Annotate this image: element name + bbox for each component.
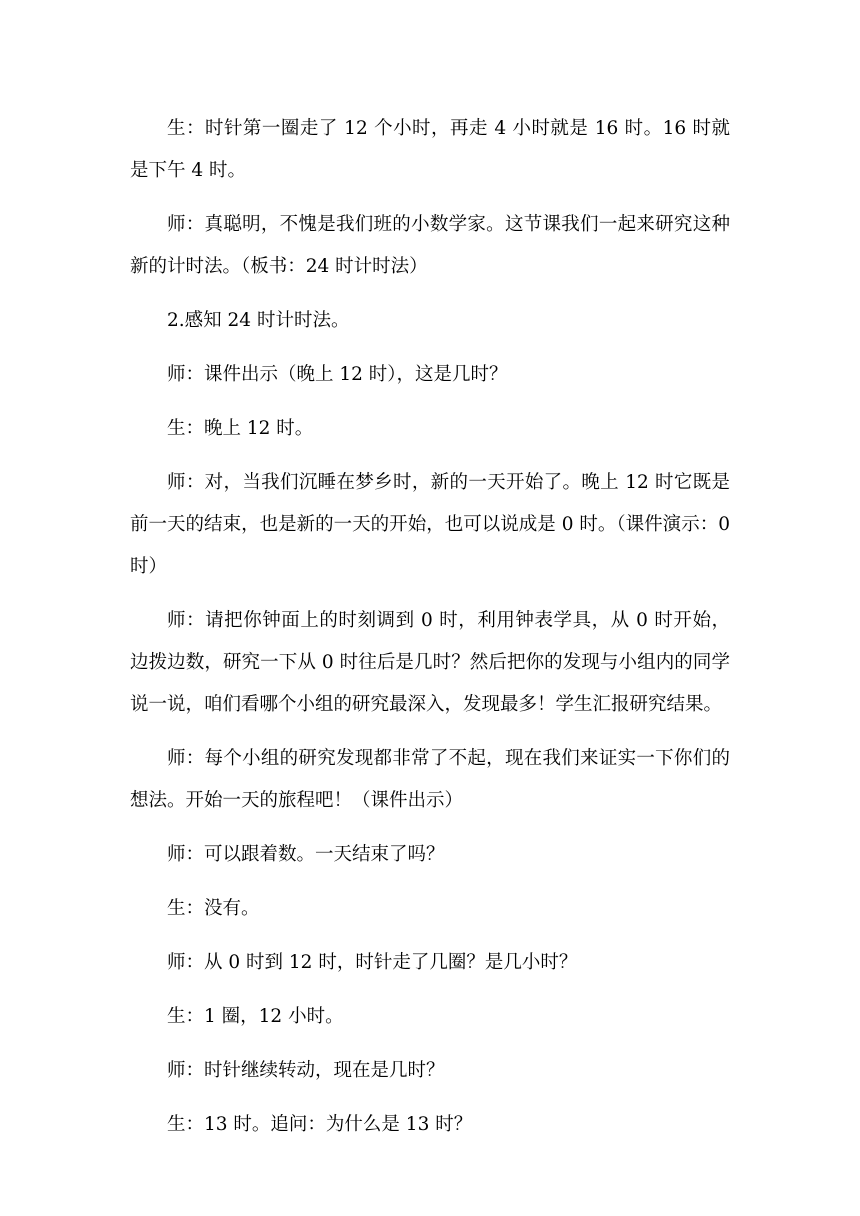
paragraph-student-answer-16: 生：时针第一圈走了 12 个小时，再走 4 小时就是 16 时。16 时就是下午 4 时。 <box>130 118 730 181</box>
paragraph-teacher-circles: 师：从 0 时到 12 时，时针走了几圈？是几小时？ <box>167 952 578 973</box>
paragraph-teacher-zero-hour: 师：对，当我们沉睡在梦乡时，新的一天开始了。晚上 12 时它既是前一天的结束，也是新的一天的开始，也可以说成是 0 时。（课件演示：0 时） <box>130 472 730 577</box>
paragraph-teacher-intro: 师：真聪明，不愧是我们班的小数学家。这节课我们一起来研究这种新的计时法。（板书：24 时计时法） <box>130 214 730 277</box>
paragraph-teacher-activity: 师：请把你钟面上的时刻调到 0 时，利用钟表学具，从 0 时开始，边拨边数，研究一下从 0 时往后是几时？然后把你的发现与小组内的同学说一说，咱们看哪个小组的研究最深入，发现最多！学生汇报研究结果。 <box>130 610 730 715</box>
paragraph-student-13: 生：13 时。追问：为什么是 13 时？ <box>167 1114 473 1135</box>
paragraph-student-one-circle: 生：1 圈，12 小时。 <box>167 1006 344 1027</box>
paragraph-teacher-continue: 师：时针继续转动，现在是几时？ <box>167 1060 445 1081</box>
paragraph-section-heading: 2.感知 24 时计时法。 <box>167 310 350 331</box>
paragraph-teacher-verify: 师：每个小组的研究发现都非常了不起，现在我们来证实一下你们的想法。开始一天的旅程吧！（课件出示） <box>130 748 730 811</box>
paragraph-teacher-count: 师：可以跟着数。一天结束了吗？ <box>167 844 445 865</box>
paragraph-teacher-question: 师：课件出示（晚上 12 时），这是几时？ <box>167 364 508 385</box>
paragraph-student-answer-12: 生：晚上 12 时。 <box>167 418 314 439</box>
paragraph-student-no: 生：没有。 <box>167 898 260 919</box>
document-body <box>130 108 730 1158</box>
